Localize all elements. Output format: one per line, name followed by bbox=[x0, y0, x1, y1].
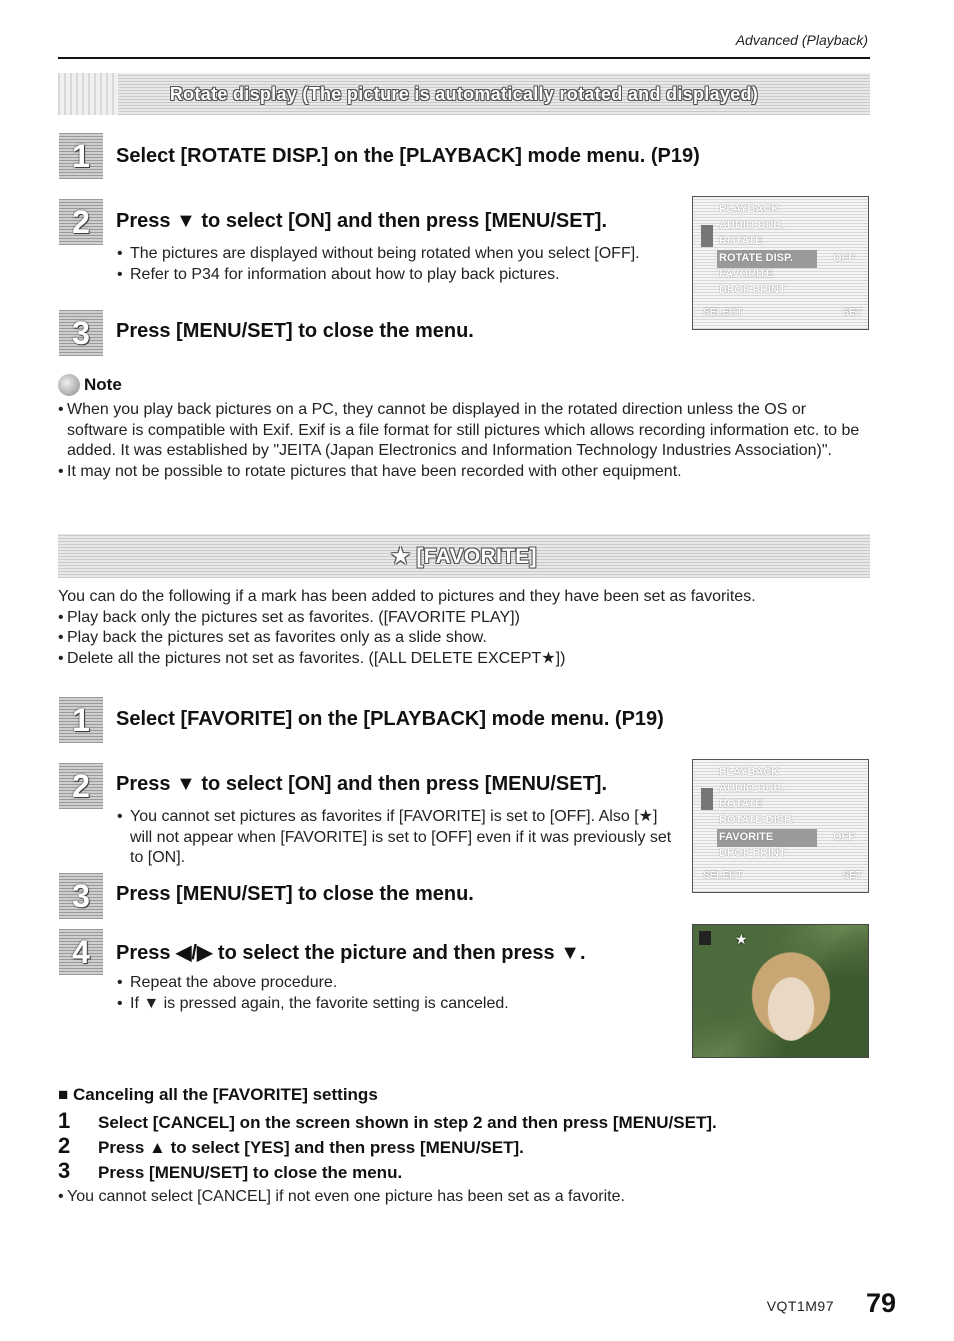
menu-footer bbox=[703, 870, 862, 886]
rotate-banner-text: Rotate display (The picture is automatically rotated and displayed) bbox=[169, 83, 759, 104]
menu-select-label: SELECT bbox=[703, 870, 743, 881]
note-heading bbox=[58, 374, 122, 396]
favorite-intro-text: You can do the following if a mark has been added to pictures and they have been set as favorites. bbox=[58, 588, 756, 605]
page-number: 79 bbox=[865, 1288, 896, 1318]
menu-set-label: SET bbox=[842, 307, 862, 318]
intro-item: • Play back the pictures set as favorites only as a slide show. bbox=[58, 628, 870, 649]
note-item: • When you play back pictures on a PC, they cannot be displayed in the rotated direction unless the OS or software is compatible with Exif. Exif is a file format for still pictures which allows recording information etc. to be added. It was established by "JEITA (Japan Electronics and Information Technology Industries Association)". bbox=[58, 400, 870, 462]
intro-item: • Delete all the pictures not set as favorites. ([ALL DELETE EXCEPT★]) bbox=[58, 649, 870, 670]
menu-row-selected: ROTATE DISP. bbox=[719, 252, 793, 264]
note-icon bbox=[58, 374, 80, 396]
note-item: • It may not be possible to rotate pictures that have been recorded with other equipment. bbox=[58, 462, 870, 483]
menu-select-label: SELECT bbox=[703, 307, 743, 318]
cancel-heading: ■ Canceling all the [FAVORITE] settings bbox=[58, 1085, 378, 1104]
step-title: Press ▼ to select [ON] and then press [MENU/SET]. bbox=[116, 773, 608, 795]
cancel-step-number: 2 bbox=[58, 1133, 71, 1158]
step-title: Select [FAVORITE] on the [PLAYBACK] mode menu. (P19) bbox=[116, 708, 664, 730]
intro-item: • Play back only the pictures set as favorites. ([FAVORITE PLAY]) bbox=[58, 608, 870, 629]
favorite-banner bbox=[58, 534, 870, 578]
step-number-badge: 1 bbox=[59, 133, 103, 179]
favorite-intro bbox=[58, 587, 870, 669]
step-bullets bbox=[117, 973, 677, 1014]
menu-tab bbox=[701, 225, 713, 247]
favorite-menu-screenshot bbox=[692, 759, 869, 893]
step-title: Press [MENU/SET] to close the menu. bbox=[116, 883, 474, 905]
bullet-item: • If ▼ is pressed again, the favorite setting is canceled. bbox=[117, 994, 677, 1015]
menu-footer bbox=[703, 307, 862, 323]
rotate-banner bbox=[58, 73, 870, 115]
section-label: Advanced (Playback) bbox=[735, 32, 868, 48]
favorite-star-icon: ★ bbox=[735, 931, 748, 947]
top-rule bbox=[58, 57, 870, 59]
cancel-step-text: Press [MENU/SET] to close the menu. bbox=[98, 1163, 403, 1182]
menu-row: ROTATE bbox=[719, 798, 763, 810]
step-title: Select [ROTATE DISP.] on the [PLAYBACK] mode menu. (P19) bbox=[116, 145, 700, 167]
cancel-step bbox=[58, 1158, 402, 1184]
favorite-photo bbox=[692, 924, 869, 1058]
menu-row: PLAYBACK bbox=[719, 203, 780, 215]
step-number-badge: 4 bbox=[59, 929, 103, 975]
menu-row: PLAYBACK bbox=[719, 766, 780, 778]
step-number-badge: 2 bbox=[59, 763, 103, 809]
step-title: Press [MENU/SET] to close the menu. bbox=[116, 320, 474, 342]
banner-stripes bbox=[58, 73, 118, 115]
menu-row: DPOF PRINT bbox=[719, 284, 786, 296]
step-title: Press ▼ to select [ON] and then press [MENU/SET]. bbox=[116, 210, 608, 232]
cancel-note-item: • You cannot select [CANCEL] if not even one picture has been set as a favorite. bbox=[58, 1187, 870, 1208]
bullet-item: • Repeat the above procedure. bbox=[117, 973, 677, 994]
cancel-step bbox=[58, 1133, 524, 1159]
menu-row: ROTATE bbox=[719, 235, 763, 247]
menu-row: AUDIO DUB. bbox=[719, 782, 785, 794]
menu-row-value: OFF bbox=[833, 252, 855, 264]
photo-playback-icon bbox=[699, 931, 711, 945]
menu-row: ROTATE DISP. bbox=[719, 814, 793, 826]
cancel-step-number: 1 bbox=[58, 1108, 71, 1133]
cancel-step bbox=[58, 1108, 717, 1134]
menu-set-label: SET bbox=[842, 870, 862, 881]
cancel-step-text: Select [CANCEL] on the screen shown in step 2 and then press [MENU/SET]. bbox=[98, 1113, 717, 1132]
menu-tab bbox=[701, 788, 713, 810]
bullet-item: • Refer to P34 for information about how to play back pictures. bbox=[117, 265, 677, 286]
step-number-badge: 2 bbox=[59, 199, 103, 245]
step-number-badge: 3 bbox=[59, 310, 103, 356]
cancel-note bbox=[58, 1187, 870, 1208]
bullet-item: • You cannot set pictures as favorites if [FAVORITE] is set to [OFF]. Also [★] will not appear when [FAVORITE] is set to [OFF] even if it was previously set to [ON]. bbox=[117, 807, 677, 869]
step-number-badge: 1 bbox=[59, 697, 103, 743]
step-number-badge: 3 bbox=[59, 873, 103, 919]
rotate-menu-screenshot bbox=[692, 196, 869, 330]
menu-row: AUDIO DUB. bbox=[719, 219, 785, 231]
step-bullets bbox=[117, 807, 677, 869]
bullet-item: • The pictures are displayed without being rotated when you select [OFF]. bbox=[117, 244, 677, 265]
note-list bbox=[58, 400, 870, 482]
menu-row-value: OFF bbox=[833, 831, 855, 843]
menu-row: FAVORITE bbox=[719, 268, 774, 280]
favorite-banner-text: ★ [FAVORITE] bbox=[391, 544, 537, 568]
step-title: Press ◀/▶ to select the picture and then press ▼. bbox=[116, 942, 586, 964]
cancel-step-number: 3 bbox=[58, 1158, 71, 1183]
cancel-step-text: Press ▲ to select [YES] and then press [MENU/SET]. bbox=[98, 1138, 524, 1157]
model-code: VQT1M97 bbox=[766, 1298, 834, 1314]
note-heading-text: Note bbox=[84, 375, 122, 394]
menu-row: DPOF PRINT bbox=[719, 847, 786, 859]
menu-row-selected: FAVORITE bbox=[719, 831, 774, 843]
step-bullets bbox=[117, 244, 677, 285]
